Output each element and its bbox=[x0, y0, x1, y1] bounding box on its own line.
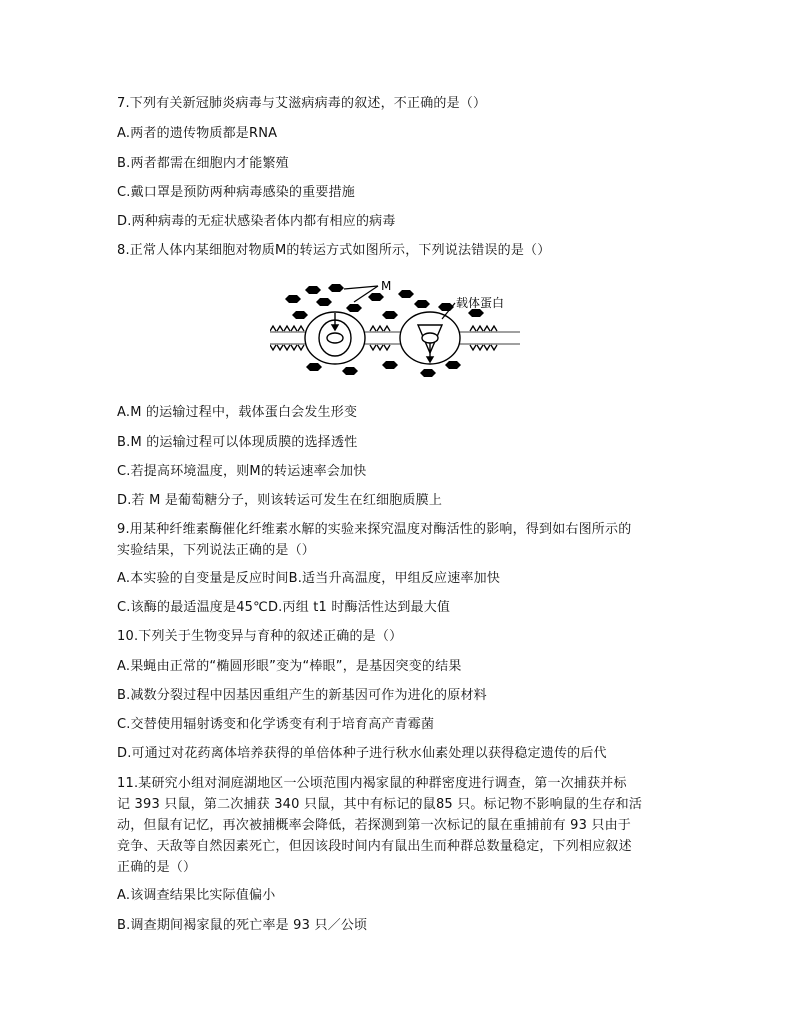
q11-stem-line-2: 记 393 只鼠，第二次捕获 340 只鼠，其中有标记的鼠85 只。标记物不影响鼠的生存和活 bbox=[117, 797, 643, 812]
q8-option-d: D.若 M 是葡萄糖分子，则该转运可发生在红细胞质膜上 bbox=[117, 493, 443, 508]
carrier-protein-right bbox=[400, 312, 460, 364]
q7-option-d: D.两种病毒的无症状感染者体内都有相应的病毒 bbox=[117, 214, 396, 229]
q9-options-cd: C.该酶的最适温度是45℃D.丙组 t1 时酶活性达到最大值 bbox=[117, 600, 451, 615]
q7-option-b: B.两者都需在细胞内才能繁殖 bbox=[117, 156, 289, 171]
q9-stem-line-1: 9.用某种纤维素酶催化纤维素水解的实验来探究温度对酶活性的影响，得到如右图所示的 bbox=[117, 522, 632, 537]
q11-stem-line-1: 11.某研究小组对洞庭湖地区一公顷范围内褐家鼠的种群密度进行调查，第一次捕获并标 bbox=[117, 776, 627, 791]
q8-option-c: C.若提高环境温度，则M的转运速率会加快 bbox=[117, 464, 367, 479]
q11-option-a: A.该调查结果比实际值偏小 bbox=[117, 888, 276, 903]
q9-stem-line-2: 实验结果，下列说法正确的是（） bbox=[117, 543, 316, 558]
q7-stem: 7.下列有关新冠肺炎病毒与艾滋病病毒的叙述，不正确的是（） bbox=[117, 96, 487, 111]
label-carrier-protein: 载体蛋白 bbox=[456, 296, 505, 310]
q8-option-b: B.M 的运输过程可以体现质膜的选择透性 bbox=[117, 435, 358, 450]
q11-stem-line-3: 动，但鼠有记忆，再次被捕概率会降低，若探测到第一次标记的鼠在重捕前有 93 只由于 bbox=[117, 818, 632, 833]
q11-stem-line-5: 正确的是（） bbox=[117, 860, 197, 875]
q8-option-a: A.M 的运输过程中，载体蛋白会发生形变 bbox=[117, 405, 358, 420]
carrier-protein-left bbox=[305, 312, 365, 364]
q7-option-c: C.戴口罩是预防两种病毒感染的重要措施 bbox=[117, 185, 356, 200]
q7-option-a: A.两者的遗传物质都是RNA bbox=[117, 126, 278, 141]
q10-option-d: D.可通过对花药离体培养获得的单倍体种子进行秋水仙素处理以获得稳定遗传的后代 bbox=[117, 746, 607, 761]
membrane-transport-figure bbox=[270, 275, 520, 385]
q11-stem-line-4: 竞争、天敌等自然因素死亡，但因该段时间内有鼠出生而种群总数量稳定，下列相应叙述 bbox=[117, 839, 632, 854]
q8-stem: 8.正常人体内某细胞对物质M的转运方式如图所示，下列说法错误的是（） bbox=[117, 243, 551, 258]
q9-options-ab: A.本实验的自变量是反应时间B.适当升高温度，甲组反应速率加快 bbox=[117, 571, 501, 586]
q10-option-a: A.果蝇由正常的“椭圆形眼”变为“棒眼”，是基因突变的结果 bbox=[117, 659, 462, 674]
label-m: M bbox=[381, 279, 392, 293]
q11-option-b: B.调查期间褐家鼠的死亡率是 93 只／公顷 bbox=[117, 918, 368, 933]
q10-stem: 10.下列关于生物变异与育种的叙述正确的是（） bbox=[117, 629, 403, 644]
q10-option-b: B.减数分裂过程中因基因重组产生的新基因可作为进化的原材料 bbox=[117, 688, 487, 703]
q10-option-c: C.交替使用辐射诱变和化学诱变有利于培育高产青霉菌 bbox=[117, 717, 435, 732]
